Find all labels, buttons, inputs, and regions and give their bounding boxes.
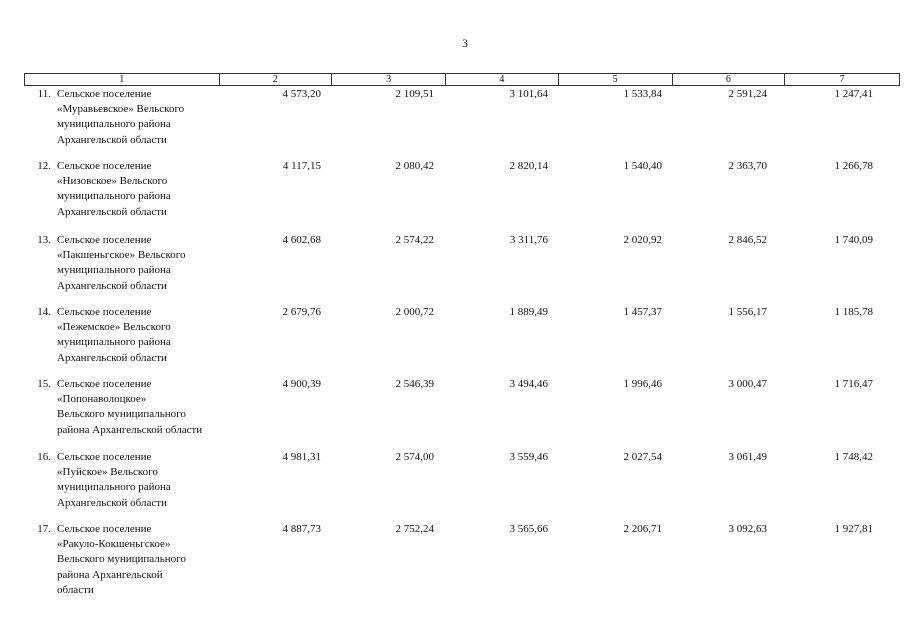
value-cell-col-4: 3 101,64 [509, 88, 548, 100]
row-number: 16. [37, 451, 51, 463]
settlement-name-cell [24, 305, 219, 366]
value-cell-col-2: 4 602,68 [282, 234, 321, 246]
value-cell-col-5: 1 996,46 [623, 378, 662, 390]
settlement-name: Сельское поселение «Пуйское» Вельского муниципального района Архангельской области [57, 451, 171, 509]
row-number: 11. [37, 88, 51, 100]
value-cell-col-4: 3 559,46 [509, 451, 548, 463]
value-cell-col-7: 1 185,78 [834, 306, 873, 318]
settlement-name-cell [24, 159, 219, 220]
value-cell-col-7: 1 247,41 [834, 88, 873, 100]
value-cell-col-5: 2 020,92 [623, 234, 662, 246]
page-number: 3 [462, 38, 468, 50]
value-cell-col-6: 2 591,24 [728, 88, 767, 100]
row-number: 17. [37, 523, 51, 535]
column-header-6: 6 [673, 74, 786, 85]
value-cell-col-7: 1 266,78 [834, 160, 873, 172]
value-cell-col-4: 2 820,14 [509, 160, 548, 172]
value-cell-col-6: 3 092,63 [728, 523, 767, 535]
table-row [24, 87, 900, 148]
value-cell-col-5: 1 540,40 [623, 160, 662, 172]
row-number: 13. [37, 234, 51, 246]
row-number: 12. [37, 160, 51, 172]
settlement-name-cell [24, 87, 219, 148]
value-cell-col-4: 3 311,76 [509, 234, 548, 246]
value-cell-col-2: 4 573,20 [282, 88, 321, 100]
column-header-2: 2 [220, 74, 333, 85]
settlement-name: Сельское поселение «Низовское» Вельского муниципального района Архангельской области [57, 160, 171, 218]
value-cell-col-3: 2 574,00 [395, 451, 434, 463]
column-header-5: 5 [559, 74, 673, 85]
value-cell-col-7: 1 740,09 [834, 234, 873, 246]
column-header-1: 1 [25, 74, 220, 85]
value-cell-col-2: 2 679,76 [282, 306, 321, 318]
table-row [24, 522, 900, 598]
column-header-3: 3 [332, 74, 446, 85]
settlement-name: Сельское поселение «Пежемское» Вельского муниципального района Архангельской области [57, 306, 171, 364]
settlement-name-cell [24, 233, 219, 294]
table-row [24, 233, 900, 294]
table-row [24, 450, 900, 511]
row-number: 15. [37, 378, 51, 390]
value-cell-col-5: 2 206,71 [623, 523, 662, 535]
settlement-name: Сельское поселение «Муравьевское» Вельского муниципального района Архангельской области [57, 88, 185, 146]
value-cell-col-6: 2 363,70 [728, 160, 767, 172]
table-row [24, 377, 900, 438]
value-cell-col-5: 1 457,37 [623, 306, 662, 318]
value-cell-col-3: 2 546,39 [395, 378, 434, 390]
column-header-4: 4 [446, 74, 559, 85]
value-cell-col-6: 1 556,17 [728, 306, 767, 318]
value-cell-col-3: 2 752,24 [395, 523, 434, 535]
value-cell-col-6: 3 000,47 [728, 378, 767, 390]
settlement-name-cell [24, 377, 219, 438]
value-cell-col-5: 2 027,54 [623, 451, 662, 463]
settlement-name: Сельское поселение «Попонаволоцкое» Вельского муниципального района Архангельской области [57, 378, 203, 436]
row-number: 14. [37, 306, 51, 318]
value-cell-col-2: 4 900,39 [282, 378, 321, 390]
value-cell-col-4: 3 565,66 [509, 523, 548, 535]
column-header-7: 7 [839, 74, 845, 85]
value-cell-col-3: 2 080,42 [395, 160, 434, 172]
value-cell-col-5: 1 533,84 [623, 88, 662, 100]
table-header [24, 73, 900, 86]
value-cell-col-2: 4 981,31 [282, 451, 321, 463]
value-cell-col-2: 4 887,73 [282, 523, 321, 535]
value-cell-col-7: 1 748,42 [834, 451, 873, 463]
value-cell-col-7: 1 716,47 [834, 378, 873, 390]
settlement-name: Сельское поселение «Пакшеньгское» Вельского муниципального района Архангельской области [57, 234, 186, 292]
value-cell-col-3: 2 109,51 [395, 88, 434, 100]
value-cell-col-3: 2 000,72 [395, 306, 434, 318]
value-cell-col-6: 3 061,49 [728, 451, 767, 463]
settlement-name-cell [24, 450, 219, 511]
value-cell-col-2: 4 117,15 [282, 160, 321, 172]
value-cell-col-3: 2 574,22 [395, 234, 434, 246]
value-cell-col-4: 1 889,49 [509, 306, 548, 318]
settlement-name-cell [24, 522, 219, 598]
value-cell-col-7: 1 927,81 [834, 523, 873, 535]
settlement-name: Сельское поселение «Ракуло-Кокшеньгское» Вельского муниципального района Архангельской области [57, 523, 186, 596]
table-row [24, 159, 900, 220]
value-cell-col-6: 2 846,52 [728, 234, 767, 246]
table-row [24, 305, 900, 366]
value-cell-col-4: 3 494,46 [509, 378, 548, 390]
